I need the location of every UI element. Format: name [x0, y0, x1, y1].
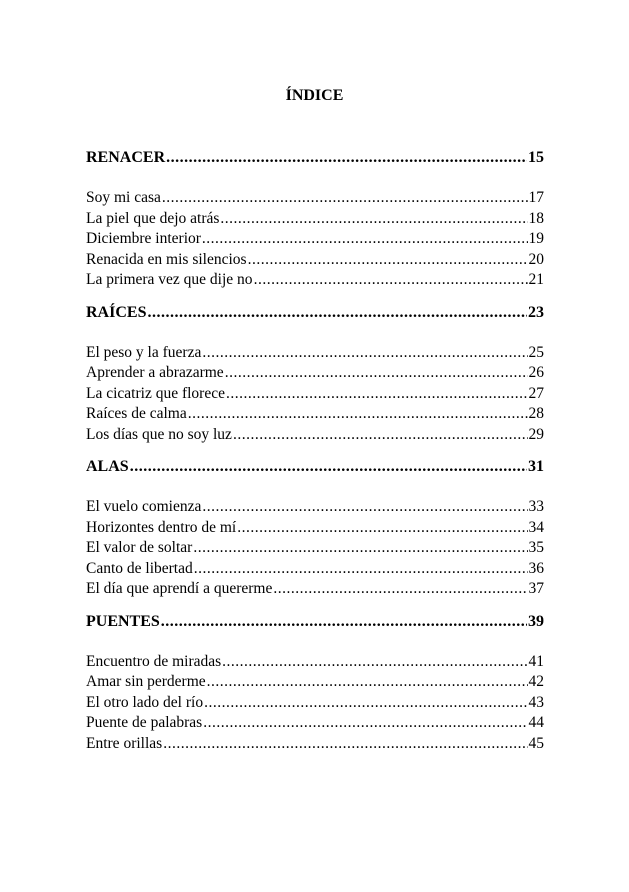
toc-entry — [86, 559, 544, 580]
toc-entry-label: La piel que dejo atrás — [86, 209, 220, 227]
toc-entry-page: 29 — [528, 425, 544, 443]
dot-leader — [254, 270, 528, 291]
toc-entry-label: Aprender a abrazarme — [86, 364, 224, 381]
toc-entry — [86, 384, 544, 405]
dot-leader — [163, 734, 527, 755]
dot-leader — [194, 559, 528, 580]
toc-heading — [86, 303, 544, 323]
toc-entry-page: 45 — [528, 734, 544, 752]
dot-leader — [130, 457, 527, 477]
toc-entry-page: 26 — [528, 364, 544, 381]
dot-leader — [162, 188, 528, 209]
toc-entry — [86, 250, 544, 271]
toc-heading-page: 15 — [528, 149, 544, 166]
toc-entry-label: El vuelo comienza — [86, 498, 202, 515]
toc-entry-label: La primera vez que dije no — [86, 271, 253, 288]
toc-heading — [86, 612, 544, 632]
toc-entry — [86, 497, 544, 518]
dot-leader — [203, 713, 527, 734]
toc-entry — [86, 538, 544, 559]
toc-entry-page: 42 — [528, 673, 544, 690]
toc-entry — [86, 518, 544, 539]
dot-leader — [204, 693, 527, 714]
toc-heading — [86, 148, 544, 168]
toc-entry-label: Encuentro de miradas — [86, 652, 222, 670]
toc-entry — [86, 652, 544, 673]
toc-entry-page: 25 — [528, 343, 544, 361]
toc-entry-page: 20 — [528, 250, 544, 268]
toc-entry-page: 43 — [528, 693, 544, 711]
toc-entry — [86, 425, 544, 446]
toc-entry-label: Los días que no soy luz — [86, 425, 232, 443]
toc-entry-page: 33 — [528, 498, 544, 515]
toc-entry — [86, 404, 544, 425]
dot-leader — [237, 518, 527, 539]
toc-entry-label: Raíces de calma — [86, 405, 187, 422]
toc-heading-page: 39 — [528, 612, 544, 630]
toc-entry-label: Diciembre interior — [86, 230, 201, 247]
toc-entry-label: La cicatriz que florece — [86, 384, 225, 402]
table-of-contents — [86, 148, 544, 754]
toc-section-raices — [86, 303, 544, 446]
toc-entry — [86, 229, 544, 250]
toc-entry-label: El otro lado del río — [86, 693, 204, 711]
dot-leader — [166, 148, 527, 168]
toc-entry-page: 34 — [528, 518, 544, 536]
dot-leader — [202, 229, 528, 250]
dot-leader — [188, 404, 528, 425]
toc-entry-label: El peso y la fuerza — [86, 343, 202, 361]
toc-entry-page: 36 — [528, 559, 544, 577]
toc-entry-label: Canto de libertad — [86, 559, 193, 577]
toc-heading-label: RENACER — [86, 149, 166, 166]
toc-entry — [86, 209, 544, 230]
toc-entry-page: 41 — [528, 652, 544, 670]
toc-entry-page: 37 — [528, 580, 544, 597]
toc-entry-page: 28 — [528, 405, 544, 422]
toc-entry-label: Soy mi casa — [86, 189, 161, 206]
dot-leader — [207, 672, 528, 693]
toc-heading-label: RAÍCES — [86, 303, 147, 321]
dot-leader — [248, 250, 528, 271]
toc-entry-label: Puente de palabras — [86, 714, 203, 731]
toc-section-alas — [86, 457, 544, 600]
toc-section-puentes — [86, 612, 544, 755]
toc-entry — [86, 734, 544, 755]
toc-entry-label: El valor de soltar — [86, 539, 193, 556]
toc-entry — [86, 672, 544, 693]
toc-entry-page: 18 — [528, 209, 544, 227]
toc-entry — [86, 363, 544, 384]
toc-entry-page: 21 — [528, 271, 544, 288]
toc-entry — [86, 579, 544, 600]
toc-entry-label: Entre orillas — [86, 734, 163, 752]
dot-leader — [161, 612, 527, 632]
toc-entry — [86, 343, 544, 364]
toc-entry-label: El día que aprendí a quererme — [86, 580, 273, 597]
toc-heading-page: 31 — [528, 458, 544, 475]
toc-entry-label: Horizontes dentro de mí — [86, 518, 237, 536]
page-title: ÍNDICE — [285, 87, 344, 104]
toc-entry-page: 19 — [528, 230, 544, 247]
toc-entry — [86, 693, 544, 714]
dot-leader — [222, 652, 527, 673]
toc-entry-page: 17 — [528, 189, 544, 206]
toc-heading-page: 23 — [528, 303, 544, 321]
dot-leader — [193, 538, 527, 559]
dot-leader — [202, 343, 527, 364]
toc-entry-page: 44 — [528, 714, 544, 731]
dot-leader — [202, 497, 527, 518]
toc-entry-page: 35 — [528, 539, 544, 556]
toc-entry-label: Renacida en mis silencios — [86, 250, 247, 268]
toc-heading — [86, 457, 544, 477]
toc-heading-label: ALAS — [86, 458, 129, 475]
toc-section-renacer — [86, 148, 544, 291]
dot-leader — [226, 384, 528, 405]
dot-leader — [147, 303, 527, 323]
toc-entry-label: Amar sin perderme — [86, 673, 206, 690]
toc-entry — [86, 713, 544, 734]
toc-entry — [86, 270, 544, 291]
dot-leader — [225, 363, 528, 384]
dot-leader — [220, 209, 527, 230]
toc-entry-page: 27 — [528, 384, 544, 402]
dot-leader — [273, 579, 527, 600]
toc-heading-label: PUENTES — [86, 612, 160, 630]
toc-entry — [86, 188, 544, 209]
dot-leader — [233, 425, 528, 446]
